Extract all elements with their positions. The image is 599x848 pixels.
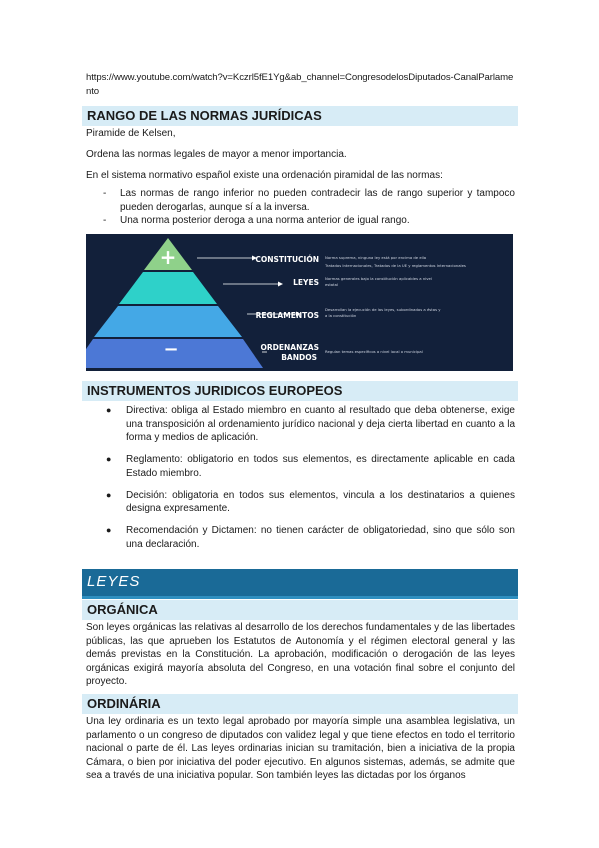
section-title: ORGÁNICA (87, 602, 158, 617)
paragraph: Una ley ordinaria es un texto legal aprobado por mayoría simple una asamblea legislativa, un parlamento o un congreso de diputados con validez legal y que tiene efectos en todo el territorio nacional o parte de él. Las leyes ordinarias inician su tramitación, bien a iniciativa de la propia Cámara, o bien por iniciativa del poder ejecutivo. En algunos sistemas, además, se admite que sea a través de una iniciativa popular. Son también leyes las dictadas por los órganos (86, 716, 515, 781)
section-heading-instrumentos (82, 381, 518, 401)
level-label-leyes: LEYES (293, 278, 319, 287)
level-label-constitucion: CONSTITUCIÓN (255, 255, 319, 264)
level-desc: Tratados Internacionales, Tratados de la UE y reglamentos Internacionales (325, 263, 466, 268)
paragraph: Piramide de Kelsen, (86, 128, 176, 139)
level-desc: Regulan temas específicos a nivel local o municipal (325, 349, 423, 354)
bullet-icon: ● (106, 489, 112, 500)
pyramid-graphic (86, 234, 513, 371)
level-desc: Norma suprema, ninguna ley está por encima de ella (325, 255, 427, 260)
section-heading-ordinaria (82, 694, 518, 714)
pyramid-level-leyes (119, 272, 217, 304)
section-heading-rango (82, 106, 518, 126)
list-item: ● Reglamento: obligatorio en todos sus elementos, es directamente aplicable en cada Estado miembro. (106, 454, 515, 479)
section-title: INSTRUMENTOS JURIDICOS EUROPEOS (87, 383, 343, 398)
paragraph: En el sistema normativo español existe una ordenación piramidal de las normas: (86, 170, 443, 181)
level-label-bandos: BANDOS (281, 353, 317, 362)
arrow-icon (278, 282, 283, 287)
section-heading-organica (82, 600, 518, 620)
youtube-link[interactable]: https://www.youtube.com/watch?v=Kczrl5fE1Yg&ab_channel=CongresodelosDiputados-CanalParlamento (86, 72, 514, 97)
bullet-icon: ● (106, 454, 112, 464)
level-label-reglamentos: REGLAMENTOS (255, 311, 319, 320)
level-desc: Normas generales bajo la constitución aplicables a nivel (325, 276, 432, 281)
level-label-ordenanzas: ORDENANZAS (260, 343, 319, 352)
instrument-list (86, 404, 515, 560)
level-desc: a la constitución (325, 313, 357, 318)
plus-icon: + (159, 245, 177, 269)
paragraph: Son leyes orgánicas las relativas al desarrollo de los derechos fundamentales y de las libertades públicas, las que aprueben los Estatutos de Autonomía y el régimen electoral general y las demás previstas en la Constitución. La aprobación, modificación o derogación de las leyes orgánicas exigirá mayoría absoluta del Congreso, en una votación final sobre el conjunto del proyecto. (86, 622, 515, 687)
paragraph: Ordena las normas legales de mayor a menor importancia. (86, 149, 347, 160)
dash-marker: - (103, 215, 107, 226)
section-title: ORDINÁRIA (87, 696, 161, 711)
rule-list (86, 187, 515, 228)
minus-icon: − (163, 339, 179, 360)
list-item: ● Recomendación y Dictamen: no tienen carácter de obligatoriedad, sino que sólo son una declaración. (106, 525, 515, 550)
bullet-icon: ● (106, 405, 112, 415)
list-item: ● Decisión: obligatoria en todos sus elementos, vincula a los destinatarios a quienes designa expresamente. (106, 489, 515, 514)
leyes-title: LEYES (87, 573, 141, 590)
kelsen-pyramid-figure (86, 234, 513, 371)
pyramid-level-reglamentos (94, 306, 242, 337)
leyes-heading (82, 569, 518, 599)
list-item: - Las normas de rango inferior no pueden contradecir las de rango superior y tampoco pueden derogarlas, aunque sí a la inversa. (103, 188, 515, 213)
list-item: - Una norma posterior deroga a una norma anterior de igual rango. (103, 215, 410, 226)
bullet-icon: ● (106, 525, 112, 535)
section-title: RANGO DE LAS NORMAS JURÍDICAS (87, 108, 322, 123)
list-item: ● Directiva: obliga al Estado miembro en cuanto al resultado que deba obtenerse, exige una transposición al ordenamiento jurídico nacional y deja cierta libertad en cuanto a la forma y medios de aplicación. (106, 405, 515, 443)
level-desc: estatal (325, 282, 338, 287)
dash-marker: - (103, 188, 107, 199)
level-desc: Desarrollan la ejecución de las leyes, subordinados a éstas y (325, 307, 441, 312)
